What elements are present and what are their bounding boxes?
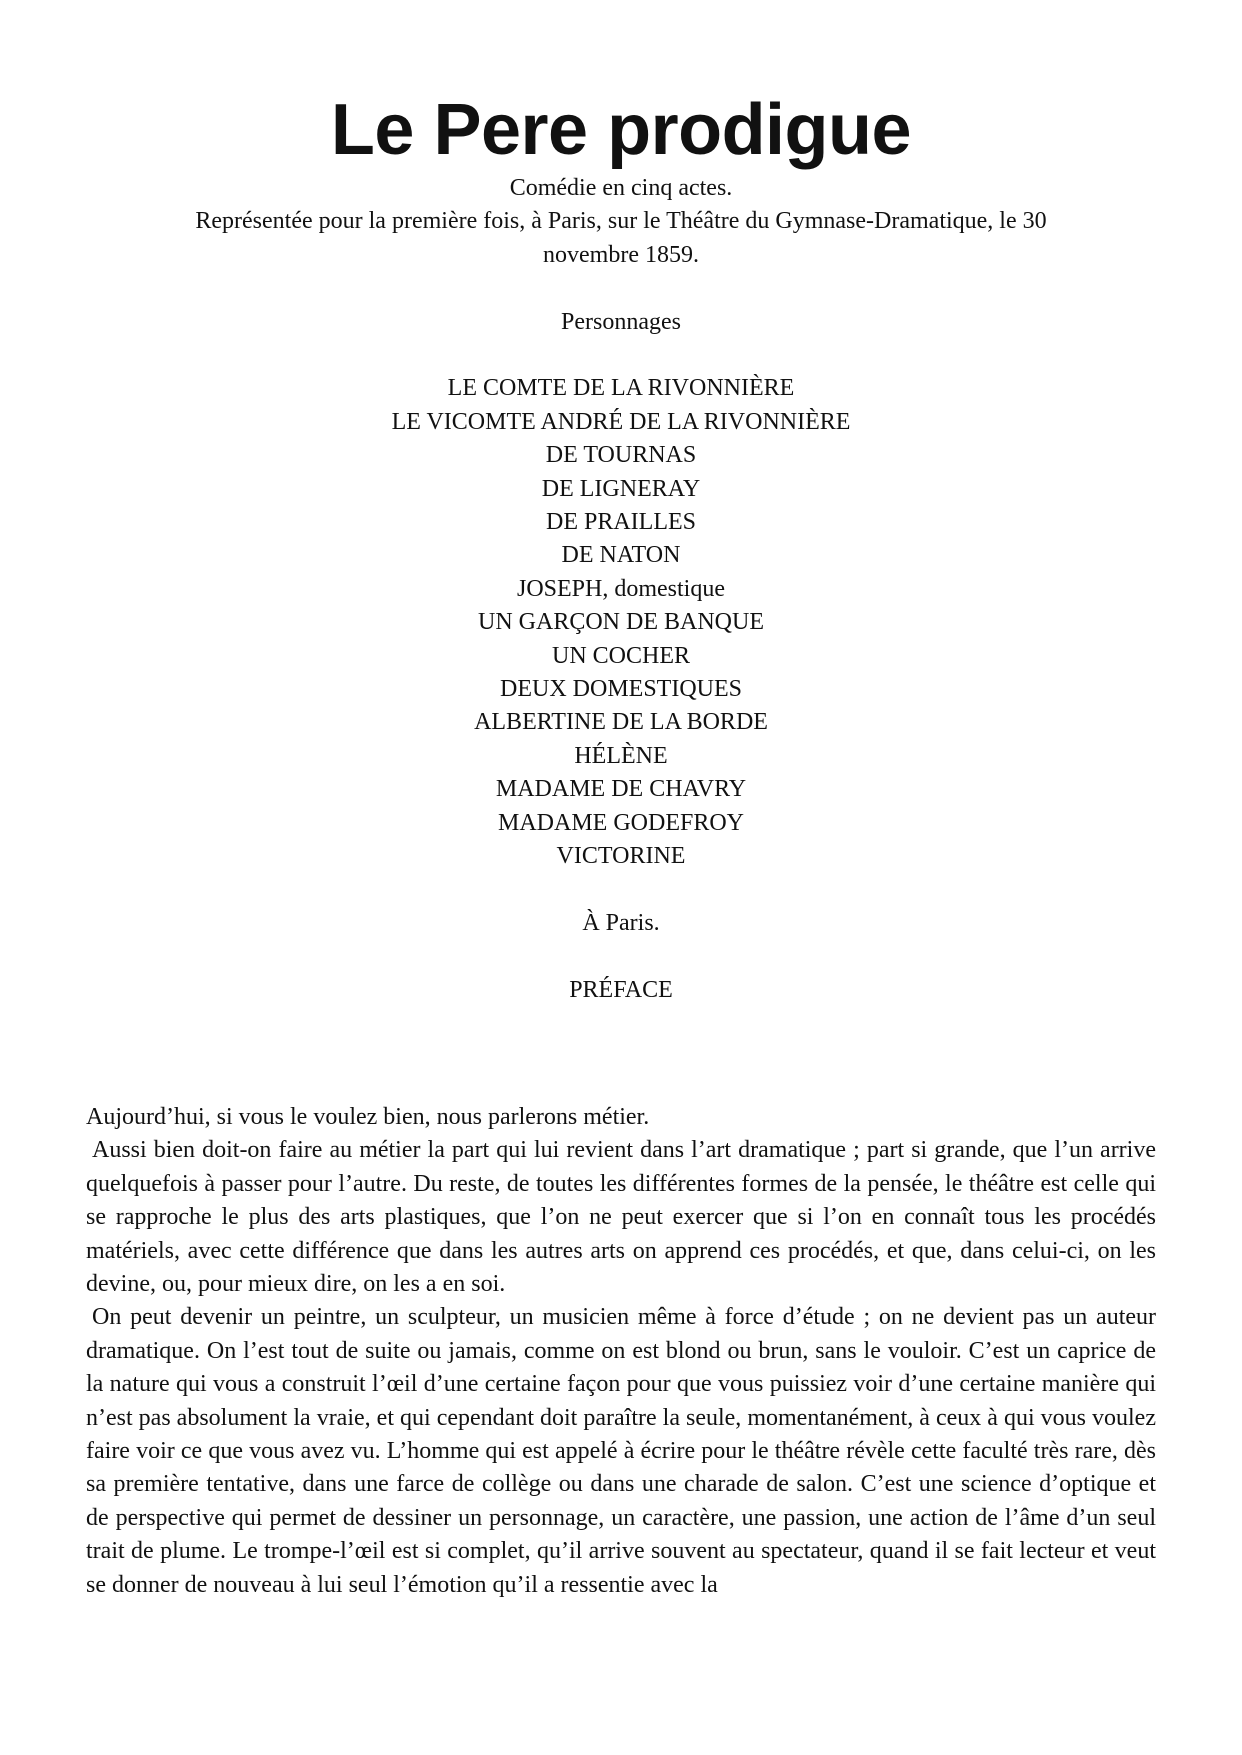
preface-heading: PRÉFACE [569,976,673,1003]
spacer [120,272,1122,305]
cast-member: VICTORINE [556,843,686,870]
spacer [120,339,1122,372]
cast-member: ALBERTINE DE LA BORDE [474,709,768,736]
cast-member: UN COCHER [551,642,690,669]
spacer [120,874,1122,907]
cast-list [120,372,1122,873]
cast-member: DE PRAILLES [546,509,696,536]
cast-member: JOSEPH, domestique [516,575,725,602]
cast-member: LE COMTE DE LA RIVONNIÈRE [447,375,795,402]
body-paragraph: On peut devenir un peintre, un sculpteur, un musicien même à force d’étude ; on ne devient pas un auteur dramatique. On l’est tout de suite ou jamais, comme on est blond ou brun, sans le vouloir. C’est un caprice de la nature qui vous a construit l’œil d’une certaine façon pour que vous puissiez voir d’une certaine manière qui n’est pas absolument la vraie, et qui cependant doit paraître la seule, momentanément, à ceux à qui vous voulez faire voir ce que vous avez vu. L’homme qui est appelé à écrire pour le théâtre révèle cette faculté très rare, dès sa première tentative, dans une farce de collège ou dans une charade de salon. C’est une science d’optique et de perspective qui permet de dessiner un personnage, un caractère, une passion, une action de l’âme d’un seul trait de plume. Le trompe-l’œil est si complet, qu’il arrive souvent au spectateur, quand il se fait lecteur et veut se donner de nouveau à lui seul l’émotion qu’il a ressentie avec la [86,1304,1156,1598]
cast-member: HÉLÈNE [574,742,668,769]
cast-member: UN GARÇON DE BANQUE [478,609,764,636]
cast-member: DEUX DOMESTIQUES [500,676,742,703]
cast-member: DE TOURNAS [545,442,697,469]
performance-line-2: novembre 1859. [543,241,699,268]
characters-heading: Personnages [561,308,681,335]
spacer [120,940,1122,973]
body-paragraph: Aussi bien doit-on faire au métier la part qui lui revient dans l’art dramatique ; part si grande, que l’un arrive quelquefois à passer pour l’autre. Du reste, de toutes les différentes formes de la pensée, le théâtre est celle qui se rapproche le plus des arts plastiques, que l’on ne peut exercer que si l’on en connaît tous les procédés matériels, avec cette différence que dans les autres arts on apprend ces procédés, et que, dans celui-ci, on les devine, ou, pour mieux dire, on les a en soi. [86,1137,1156,1298]
cast-member: DE LIGNERAY [541,475,701,502]
setting: À Paris. [582,909,660,936]
cast-member: MADAME GODEFROY [497,809,744,836]
preface-body [86,1101,1156,1602]
cast-member: MADAME DE CHAVRY [495,776,747,803]
front-matter [120,172,1122,1007]
cast-member: DE NATON [561,542,681,569]
document-title: Le Pere prodigue [330,90,912,170]
cast-member: LE VICOMTE ANDRÉ DE LA RIVONNIÈRE [391,408,851,435]
subtitle: Comédie en cinq actes. [509,175,733,201]
body-paragraph: Aujourd’hui, si vous le voulez bien, nous parlerons métier. [86,1104,650,1130]
performance-line-1: Représentée pour la première fois, à Paris, sur le Théâtre du Gymnase-Dramatique, le 30 [195,208,1047,235]
